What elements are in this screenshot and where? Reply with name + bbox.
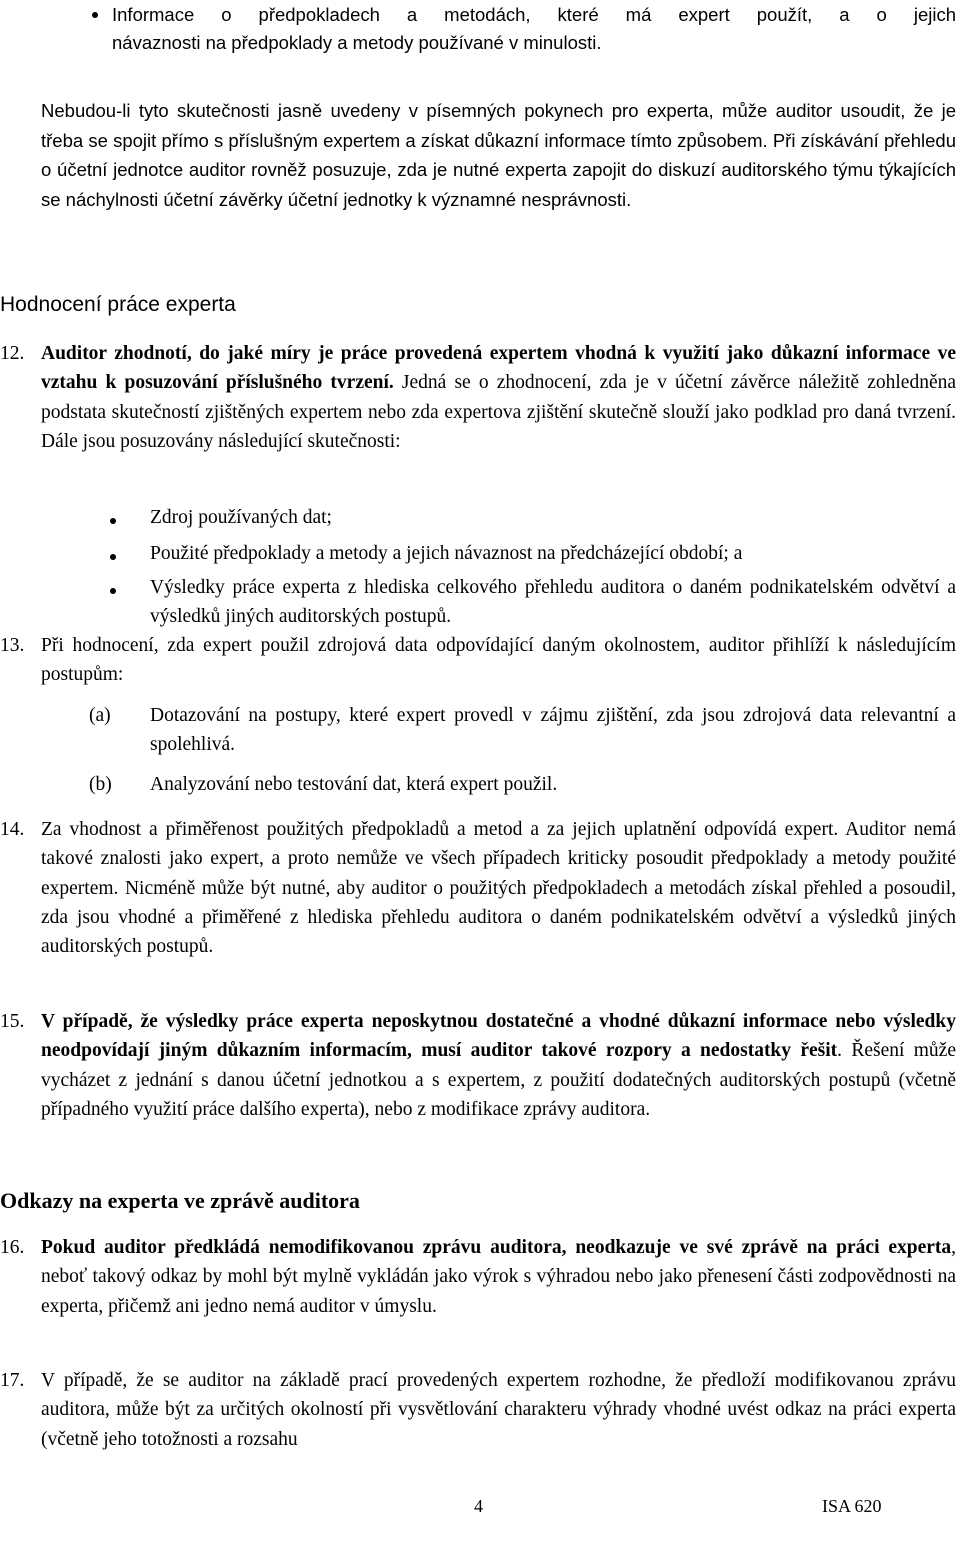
paragraph-13: Při hodnocení, zda expert použil zdrojová data odpovídající daným okolnostem, auditor přihlíží k následujícím postupům: <box>41 635 956 686</box>
document-id: ISA 620 <box>822 1496 882 1516</box>
bullet-dot <box>110 554 116 560</box>
section-heading-references: Odkazy na experta ve zprávě auditora <box>0 1188 360 1213</box>
paragraph-14: Za vhodnost a přiměřenost použitých předpokladů a metod a za jejich uplatnění odpovídá expert. Auditor nemá takové znalosti jako expert, a proto nemůže ve všech případech kriticky posoudit předpoklady a metody použité expertem. Nicméně může být nutné, aby auditor o použitých předpokladech a metodách získal přehled a posoudil, zda jsou vhodné a přiměřené z hlediska přehledu auditora o daném podnikatelském odvětví a výsledků jiných auditorských postupů. <box>41 819 956 958</box>
paragraph-15 <box>41 1007 956 1124</box>
paragraph-number: 17. <box>0 1370 25 1391</box>
paragraph-number: 13. <box>0 635 25 656</box>
list-item: Použité předpoklady a metody a jejich návaznost na předcházející období; a <box>150 543 743 564</box>
paragraph-16-rest: , neboť takový odkaz by mohl být mylně vykládán jako výrok s výhradou nebo jako přenesení části zodpovědnosti na experta, přičemž ani jedno nemá auditor v úmyslu. <box>41 1237 956 1317</box>
top-bullet-line1: Informace o předpokladech a metodách, které má expert použít, a o jejich <box>112 4 956 25</box>
paragraph-12-rest: Jedná se o zhodnocení, zda je v účetní závěrce náležitě zohledněna podstata skutečností zjištěných expertem nebo zda expertova zjištění skutečně slouží jako podklad pro daná tvrzení. Dále jsou posuzovány následující skutečnosti: <box>41 372 957 452</box>
paragraph-text-2: Při získávání přehledu o účetní jednotce auditor rovněž posuzuje, zda je nutné experta zapojit do diskuzí auditorského týmu týkajících se náchylnosti účetní závěrky účetní jednotky k významné nesprávnosti. <box>41 129 956 210</box>
top-bullet-line2: návaznosti na předpoklady a metody používané v minulosti. <box>112 32 602 53</box>
list-label: (a) <box>89 705 111 726</box>
paragraph-text-1: Nebudou-li tyto skutečnosti jasně uvedeny v písemných pokynech pro experta, může auditor usoudit, že je třeba se spojit přímo s příslušným expertem a získat důkazní informace tímto způsobem. <box>41 100 956 151</box>
paragraph-15-bold: V případě, že výsledky práce experta neposkytnou dostatečné a vhodné důkazní informace nebo výsledky neodpovídají jiným důkazním informacím, musí auditor takové rozpory a nedostatky řešit <box>41 1011 956 1062</box>
paragraph-17: V případě, že se auditor na základě prací provedených expertem rozhodne, že předloží modifikovanou zprávu auditora, může být za určitých okolností při vysvětlování charakteru výhrady vhodné uvést odkaz na práci experta (včetně jeho totožnosti a rozsahu <box>41 1370 956 1450</box>
bullet-dot <box>110 588 116 594</box>
paragraph-number: 15. <box>0 1011 25 1032</box>
list-item: Dotazování na postupy, které expert provedl v zájmu zjištění, zda jsou zdrojová data relevantní a spolehlivá. <box>150 705 956 756</box>
paragraph-15-rest: . Řešení může vycházet z jednání s danou účetní jednotkou a s expertem, z použití dodatečných auditorských postupů (včetně případného využití práce dalšího experta), nebo z modifikace zprávy auditora. <box>41 1040 956 1120</box>
paragraph-16-bold: Pokud auditor předkládá nemodifikovanou zprávu auditora, neodkazuje ve své zprávě na práci experta <box>41 1237 952 1258</box>
list-item: Výsledky práce experta z hlediska celkového přehledu auditora o daném podnikatelském odvětví a výsledků jiných auditorských postupů. <box>150 577 956 628</box>
paragraph-number: 16. <box>0 1237 25 1258</box>
bullet-dot <box>110 518 116 524</box>
paragraph-number: 12. <box>0 343 25 364</box>
list-item: Analyzování nebo testování dat, která expert použil. <box>150 774 558 795</box>
paragraph-number: 14. <box>0 819 25 840</box>
page-number: 4 <box>474 1496 483 1516</box>
bullet-dot <box>92 12 98 18</box>
paragraph-16 <box>41 1233 956 1321</box>
paragraph-12-bold: Auditor zhodnotí, do jaké míry je práce provedená expertem vhodná k využití jako důkazní informace ve vztahu k posuzování příslušného tvrzení. <box>41 343 956 394</box>
section-heading-evaluation: Hodnocení práce experta <box>0 293 236 316</box>
paragraph-12 <box>41 339 956 456</box>
list-item: Zdroj používaných dat; <box>150 507 332 528</box>
list-label: (b) <box>89 774 112 795</box>
paragraph-expert-contact <box>41 96 956 214</box>
